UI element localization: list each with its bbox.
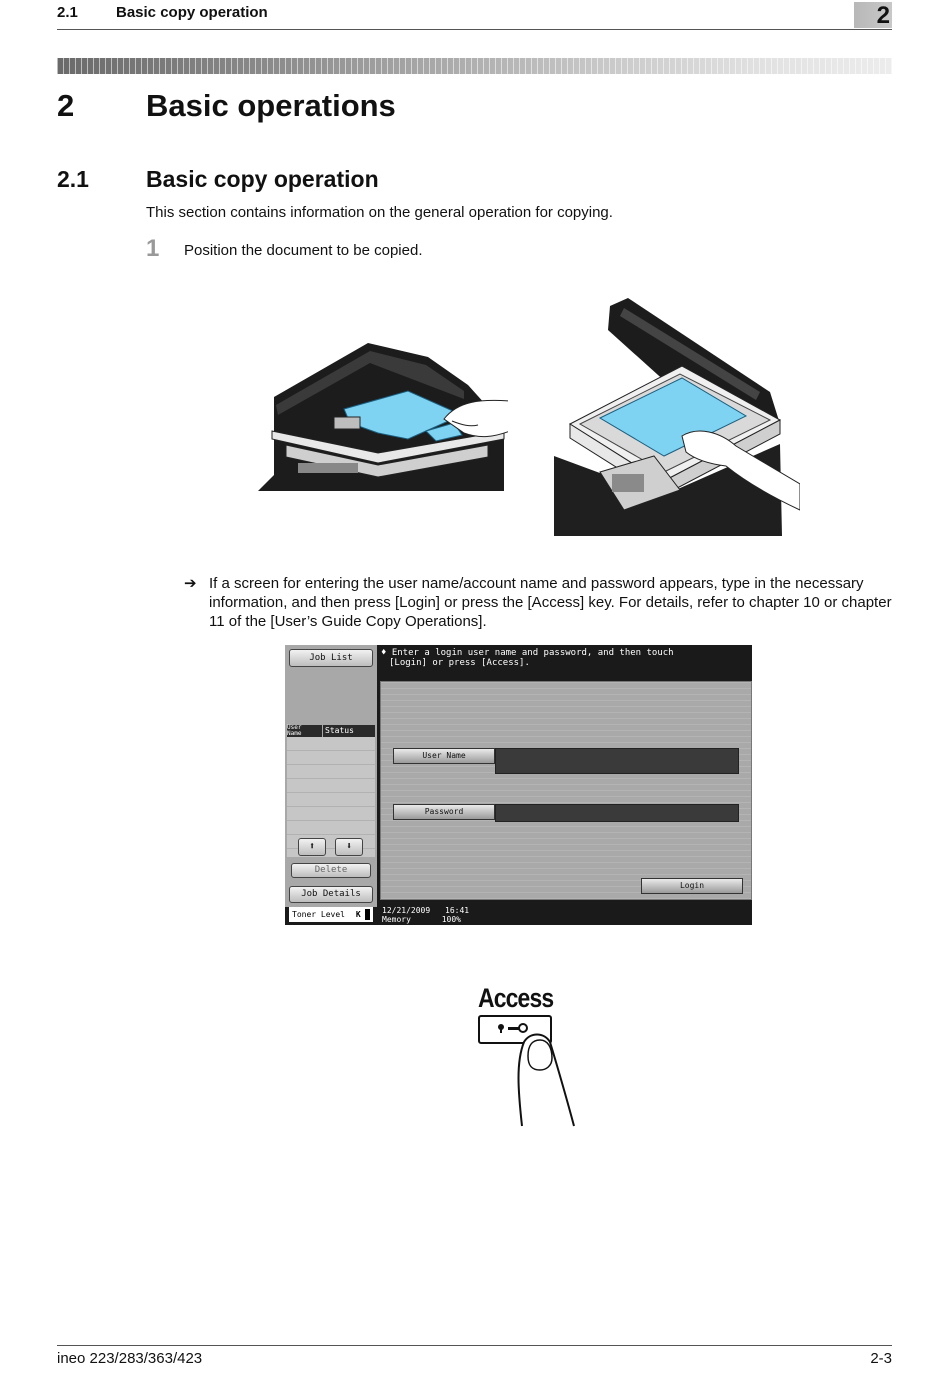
chapter-tab-number: 2	[876, 2, 890, 29]
user-name-column-header	[287, 725, 322, 737]
chapter-tab	[854, 2, 892, 28]
info-icon: ♦	[381, 648, 387, 658]
section-title: Basic copy operation	[146, 166, 379, 192]
header-rule	[57, 29, 892, 30]
toner-color-label: K	[355, 910, 361, 919]
login-button[interactable]: Login	[641, 878, 743, 894]
job-details-button[interactable]: Job Details	[289, 886, 373, 903]
access-key-label: Access	[478, 983, 554, 1013]
header-section-number: 2.1	[57, 4, 78, 21]
step-text: Position the document to be copied.	[184, 242, 423, 259]
toner-bar	[365, 909, 370, 920]
status-time: 16:41	[445, 906, 470, 915]
note-arrow-icon: ➔	[184, 575, 197, 592]
status-bar	[382, 906, 469, 924]
access-key-illustration	[470, 1010, 590, 1130]
password-field[interactable]	[495, 804, 739, 822]
login-form-area	[380, 681, 752, 900]
adf-loading-illustration	[258, 335, 508, 491]
footer-page-number: 2-3	[870, 1350, 892, 1367]
job-list-button[interactable]: Job List	[289, 649, 373, 667]
password-button[interactable]: Password	[393, 804, 495, 820]
status-column-header: Status	[323, 725, 375, 737]
user-name-column-line-1: User	[287, 724, 302, 731]
finger-icon	[519, 1035, 575, 1127]
scroll-up-button[interactable]: ⬆	[298, 838, 326, 856]
user-name-column-line-2: Name	[287, 730, 302, 737]
section-intro: This section contains information on the general operation for copying.	[146, 204, 613, 221]
job-side-pane	[285, 645, 377, 907]
status-memory-label: Memory	[382, 915, 411, 924]
message-line-1: Enter a login user name and password, and then touch	[391, 648, 674, 658]
decorative-bar	[57, 58, 892, 74]
login-screen-panel	[285, 645, 752, 925]
delete-button[interactable]: Delete	[291, 863, 371, 878]
login-instruction-message	[381, 648, 674, 668]
status-date: 12/21/2009	[382, 906, 431, 915]
section-number: 2.1	[57, 166, 89, 192]
chapter-title: Basic operations	[146, 88, 396, 123]
note-text: If a screen for entering the user name/account name and password appears, type in the necessary information, and then press [Login] or press the [Access] key. For details, refer to chapter 10 or chapter 11 of the [User’s Guide Copy Operations].	[209, 575, 892, 630]
toner-level-label: Toner Level	[292, 910, 345, 919]
user-name-field[interactable]	[495, 748, 739, 774]
message-line-2: [Login] or press [Access].	[389, 658, 530, 668]
status-memory-value: 100%	[441, 915, 461, 924]
header-section-title: Basic copy operation	[116, 4, 268, 21]
user-name-button[interactable]: User Name	[393, 748, 495, 764]
scroll-down-button[interactable]: ⬇	[335, 838, 363, 856]
platen-loading-illustration	[550, 296, 800, 536]
toner-level-indicator	[289, 907, 373, 922]
footer-model: ineo 223/283/363/423	[57, 1350, 203, 1367]
chapter-number: 2	[57, 88, 75, 123]
footer-rule	[57, 1345, 892, 1346]
step-number: 1	[146, 235, 160, 262]
